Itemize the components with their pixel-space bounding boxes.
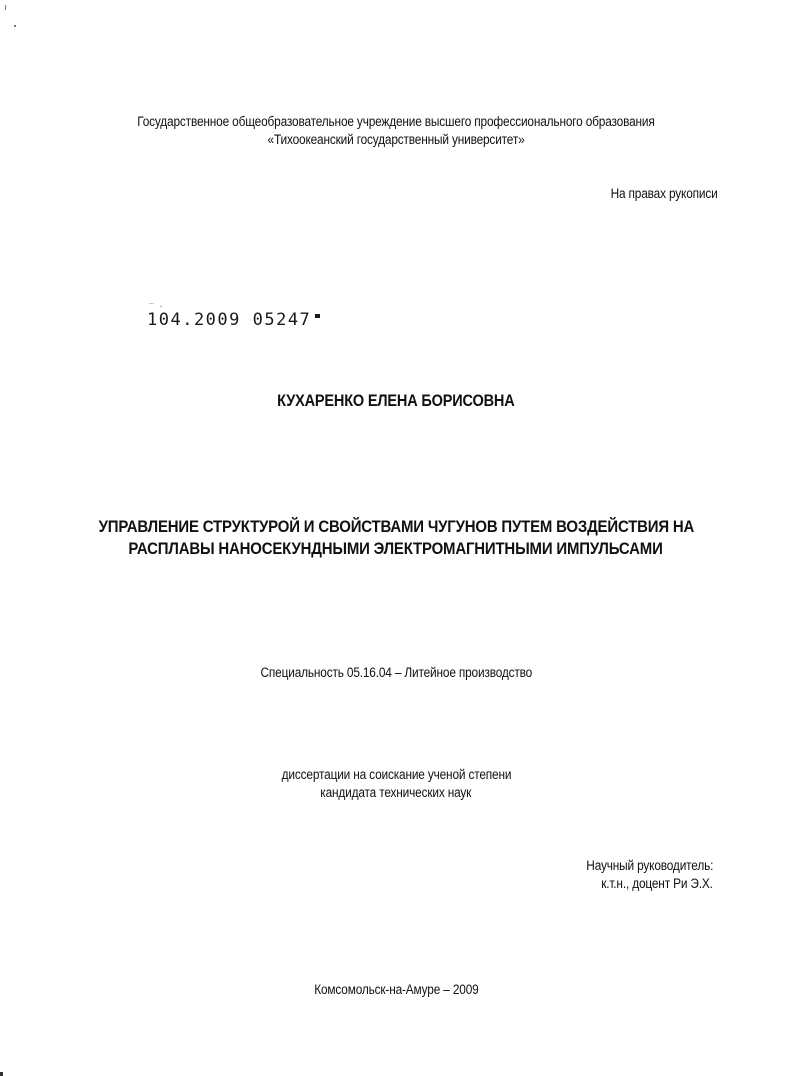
advisor-label — [569, 858, 713, 873]
university-name: «Тихоокеанский государственный университет» — [267, 132, 525, 147]
advisor-label-text: Научный руководитель: — [586, 858, 713, 873]
degree-text-2: кандидата технических наук — [320, 785, 472, 800]
title-text-1: УПРАВЛЕНИЕ СТРУКТУРОЙ И СВОЙСТВАМИ ЧУГУНОВ ПУТЕМ ВОЗДЕЙСТВИЯ НА — [98, 517, 694, 536]
dissertation-title-line-1 — [0, 517, 792, 537]
author-name-text: КУХАРЕНКО ЕЛЕНА БОРИСОВНА — [277, 392, 515, 410]
title-text-2: РАСПЛАВЫ НАНОСЕКУНДНЫМИ ЭЛЕКТРОМАГНИТНЫМИ ИМПУЛЬСАМИ — [128, 539, 664, 558]
advisor-name — [586, 876, 713, 891]
degree-line-2 — [0, 785, 792, 800]
manuscript-note-text: На правах рукописи — [610, 186, 718, 201]
registration-stamp — [147, 302, 320, 330]
scan-artifact — [5, 5, 6, 10]
advisor-name-text: к.т.н., доцент Ри Э.Х. — [601, 876, 713, 891]
degree-line-1 — [0, 767, 792, 782]
specialty-text: Специальность 05.16.04 – Литейное производство — [260, 665, 532, 680]
registration-number: 104.2009 05247 — [147, 310, 312, 330]
city-year — [0, 982, 792, 997]
institution-line-2 — [0, 132, 792, 147]
city-year-text: Комсомольск-на-Амуре – 2009 — [313, 982, 479, 997]
institution-line-1 — [0, 114, 792, 129]
scan-artifact — [0, 1072, 3, 1076]
author-name — [0, 392, 792, 411]
institution-name: Государственное общеобразовательное учреждение высшего профессионального образования — [137, 114, 655, 129]
scan-artifact — [14, 25, 16, 27]
manuscript-note — [596, 186, 718, 201]
specialty — [0, 665, 792, 680]
stamp-mark: ‾ · — [149, 302, 164, 311]
degree-text-1: диссертации на соискание ученой степени — [281, 767, 511, 782]
dissertation-title-line-2 — [0, 539, 792, 559]
stamp-dot-icon — [315, 314, 320, 318]
